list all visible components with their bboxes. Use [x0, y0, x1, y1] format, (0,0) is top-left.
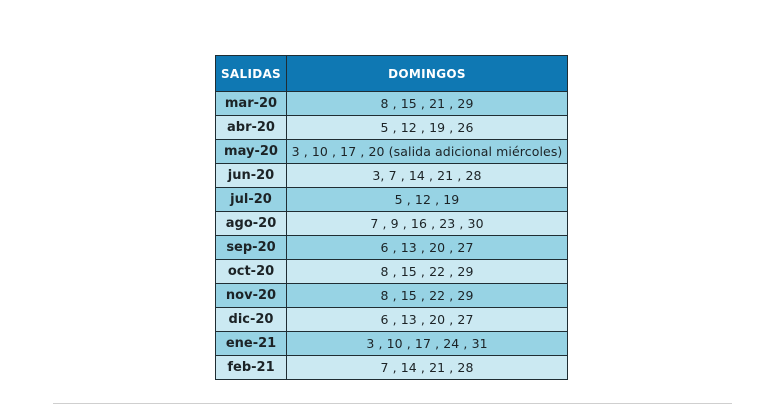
- days-cell: 8 , 15 , 21 , 29: [287, 92, 568, 116]
- table-row: [216, 308, 568, 332]
- header-row: [216, 56, 568, 92]
- days-cell: 3 , 10 , 17 , 20 (salida adicional miércoles): [287, 140, 568, 164]
- month-cell: abr-20: [216, 116, 287, 140]
- header-salidas: SALIDAS: [216, 56, 287, 92]
- header-domingos: DOMINGOS: [287, 56, 568, 92]
- days-cell: 7 , 9 , 16 , 23 , 30: [287, 212, 568, 236]
- table-row: [216, 164, 568, 188]
- table-row: [216, 92, 568, 116]
- table-row: [216, 356, 568, 380]
- month-cell: dic-20: [216, 308, 287, 332]
- table-row: [216, 188, 568, 212]
- month-cell: jul-20: [216, 188, 287, 212]
- month-cell: ago-20: [216, 212, 287, 236]
- month-cell: nov-20: [216, 284, 287, 308]
- days-cell: 3, 7 , 14 , 21 , 28: [287, 164, 568, 188]
- table-row: [216, 236, 568, 260]
- days-cell: 5 , 12 , 19 , 26: [287, 116, 568, 140]
- table-body: [216, 92, 568, 380]
- month-cell: feb-21: [216, 356, 287, 380]
- days-cell: 7 , 14 , 21 , 28: [287, 356, 568, 380]
- table-row: [216, 116, 568, 140]
- days-cell: 8 , 15 , 22 , 29: [287, 260, 568, 284]
- table-header: [216, 56, 568, 92]
- days-cell: 5 , 12 , 19: [287, 188, 568, 212]
- days-cell: 3 , 10 , 17 , 24 , 31: [287, 332, 568, 356]
- days-cell: 8 , 15 , 22 , 29: [287, 284, 568, 308]
- departures-table: [215, 55, 568, 380]
- month-cell: may-20: [216, 140, 287, 164]
- table-row: [216, 140, 568, 164]
- days-cell: 6 , 13 , 20 , 27: [287, 236, 568, 260]
- month-cell: ene-21: [216, 332, 287, 356]
- table-row: [216, 284, 568, 308]
- month-cell: mar-20: [216, 92, 287, 116]
- month-cell: oct-20: [216, 260, 287, 284]
- horizontal-divider: [53, 403, 732, 404]
- table-row: [216, 260, 568, 284]
- month-cell: sep-20: [216, 236, 287, 260]
- table-row: [216, 332, 568, 356]
- month-cell: jun-20: [216, 164, 287, 188]
- table-row: [216, 212, 568, 236]
- days-cell: 6 , 13 , 20 , 27: [287, 308, 568, 332]
